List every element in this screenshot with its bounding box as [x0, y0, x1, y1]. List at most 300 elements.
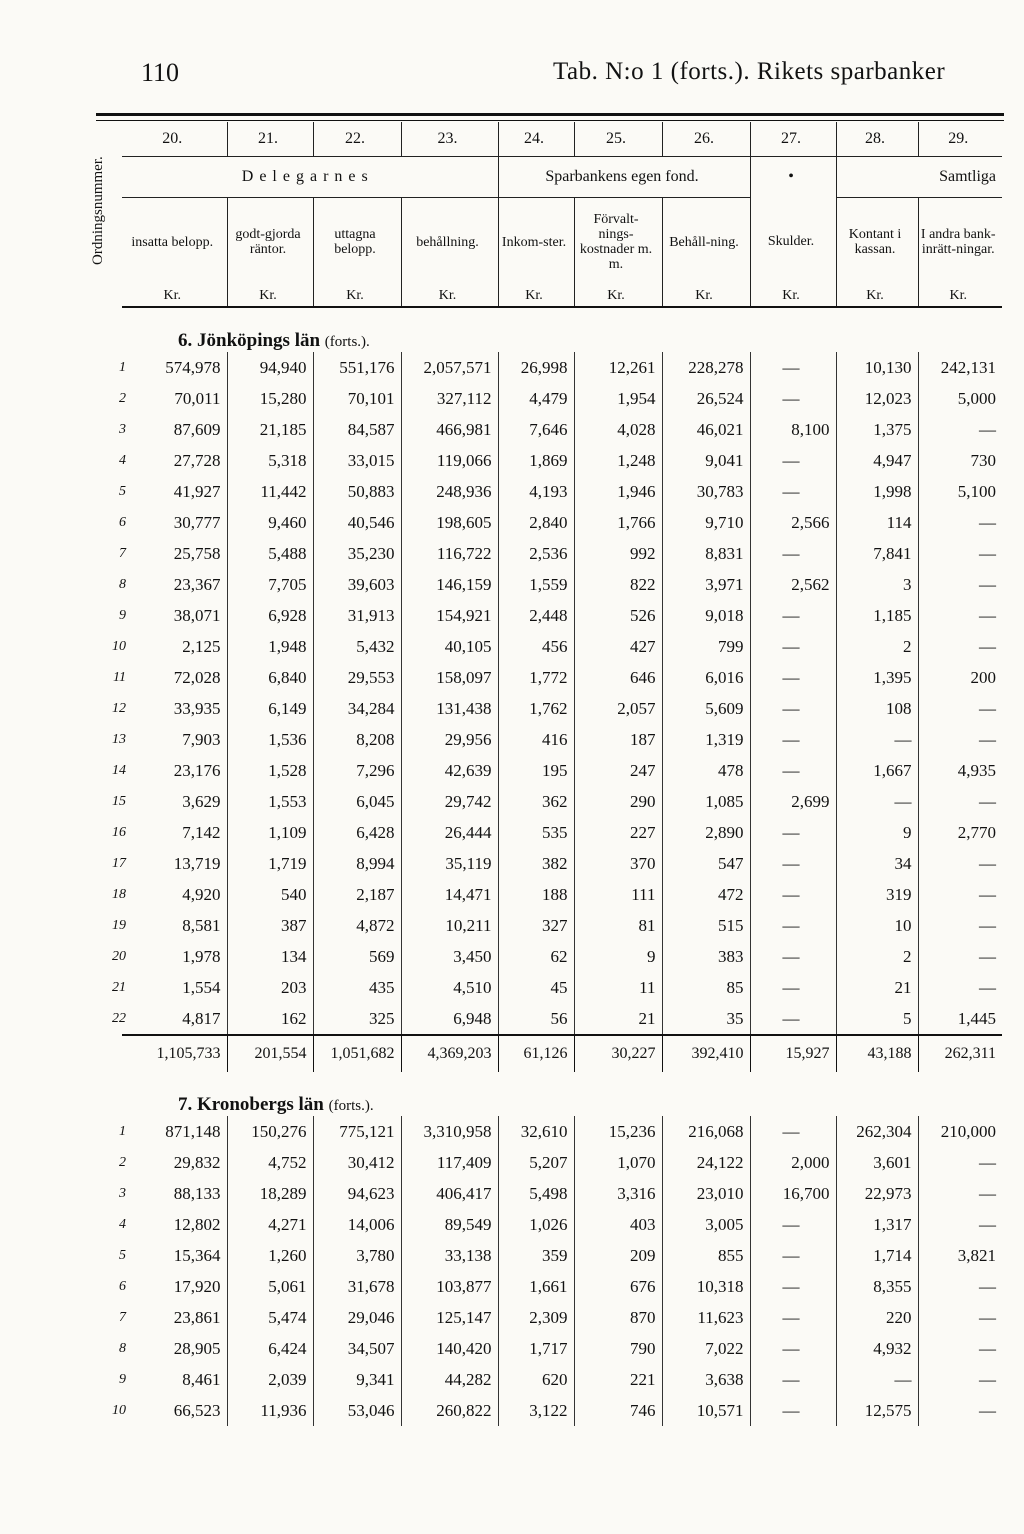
- table-cell: 1,954: [574, 383, 662, 414]
- section-name: Kronobergs län: [197, 1094, 324, 1115]
- table-cell: 34,507: [313, 1333, 401, 1364]
- total-cell: 262,311: [918, 1035, 1002, 1072]
- table-cell: 116,722: [401, 538, 498, 569]
- column-unit-row: [122, 286, 1002, 307]
- col-label: Inkom-ster.: [498, 198, 574, 287]
- col-label: Förvalt-nings-kostnader m. m.: [574, 198, 662, 287]
- table-cell: 1,070: [574, 1147, 662, 1178]
- table-cell: 9: [574, 941, 662, 972]
- table-cell: —: [750, 538, 836, 569]
- row-number: 1: [119, 360, 126, 375]
- table-row: [122, 383, 1002, 414]
- table-cell: —: [979, 512, 996, 532]
- table-cell: 23,861: [122, 1302, 227, 1333]
- table-cell: 1,978: [122, 941, 227, 972]
- table-cell: 427: [574, 631, 662, 662]
- table-cell: 3,629: [122, 786, 227, 817]
- column-group-row: [122, 157, 1002, 198]
- total-cell: 43,188: [836, 1035, 918, 1072]
- table-cell: 125,147: [401, 1302, 498, 1333]
- table-cell: 1,762: [498, 693, 574, 724]
- table-cell: 8,355: [836, 1271, 918, 1302]
- table-cell: 1,719: [227, 848, 313, 879]
- table-cell: —: [979, 605, 996, 625]
- table-cell: —: [750, 724, 836, 755]
- row-number: 10: [112, 639, 126, 654]
- table-cell: 1,185: [836, 600, 918, 631]
- row-number: 6: [119, 1279, 126, 1294]
- table-cell: 203: [227, 972, 313, 1003]
- table-cell: 8,461: [122, 1364, 227, 1395]
- table-cell: 154,921: [401, 600, 498, 631]
- table-cell: —: [750, 1209, 836, 1240]
- table-cell: 4,479: [498, 383, 574, 414]
- table-cell: 4,028: [574, 414, 662, 445]
- table-row: [122, 507, 1002, 538]
- row-number: 6: [119, 515, 126, 530]
- table-cell: 200: [970, 667, 996, 687]
- table-cell: 5,207: [498, 1147, 574, 1178]
- table-row: [122, 1209, 1002, 1240]
- table-cell: 28,905: [122, 1333, 227, 1364]
- table-cell: 44,282: [401, 1364, 498, 1395]
- table-cell: 3,601: [836, 1147, 918, 1178]
- table-cell: 134: [227, 941, 313, 972]
- table-cell: 85: [662, 972, 750, 1003]
- row-number: 3: [119, 422, 126, 437]
- table-cell: 35: [662, 1003, 750, 1035]
- table-row: [122, 724, 1002, 755]
- table-cell: 1,536: [227, 724, 313, 755]
- table-cell: 10,318: [662, 1271, 750, 1302]
- table-cell: 370: [574, 848, 662, 879]
- table-cell: 456: [498, 631, 574, 662]
- table-cell: 22,973: [836, 1178, 918, 1209]
- table-cell: 4,271: [227, 1209, 313, 1240]
- table-cell: 11,623: [662, 1302, 750, 1333]
- table-cell: 187: [574, 724, 662, 755]
- table-row: [122, 662, 1002, 693]
- table-cell: —: [979, 791, 996, 811]
- table-cell: —: [750, 631, 836, 662]
- table-cell: 1,667: [836, 755, 918, 786]
- table-cell: 84,587: [313, 414, 401, 445]
- header-rule: [96, 113, 1004, 116]
- table-row: [122, 1178, 1002, 1209]
- table-cell: —: [979, 977, 996, 997]
- col-unit: Kr.: [750, 286, 836, 307]
- table-row: [122, 631, 1002, 662]
- sparbanker-table: [122, 122, 1002, 1426]
- table-cell: 56: [498, 1003, 574, 1035]
- table-cell: 5,488: [227, 538, 313, 569]
- table-cell: 3,821: [957, 1245, 996, 1265]
- table-cell: 547: [662, 848, 750, 879]
- table-cell: 30,412: [313, 1147, 401, 1178]
- col-unit: Kr.: [498, 286, 574, 307]
- table-cell: 146,159: [401, 569, 498, 600]
- table-cell: 870: [574, 1302, 662, 1333]
- table-cell: 14,471: [401, 879, 498, 910]
- col-number: 23.: [401, 122, 498, 157]
- col-number: 29.: [918, 122, 1002, 157]
- table-cell: 5: [836, 1003, 918, 1035]
- table-cell: 746: [574, 1395, 662, 1426]
- table-cell: 1,766: [574, 507, 662, 538]
- table-cell: 2,309: [498, 1302, 574, 1333]
- table-cell: 2,000: [750, 1147, 836, 1178]
- section-suffix: (forts.).: [328, 1098, 374, 1114]
- table-row: [122, 879, 1002, 910]
- table-row: [122, 755, 1002, 786]
- section-number: 7.: [178, 1094, 193, 1115]
- page-number: 110: [141, 58, 180, 87]
- total-cell: 392,410: [662, 1035, 750, 1072]
- table-cell: 66,523: [122, 1395, 227, 1426]
- table-cell: 39,603: [313, 569, 401, 600]
- table-cell: 9: [836, 817, 918, 848]
- table-cell: 4,817: [122, 1003, 227, 1035]
- table-cell: 62: [498, 941, 574, 972]
- table-row: [122, 786, 1002, 817]
- table-cell: 35,230: [313, 538, 401, 569]
- table-cell: —: [750, 445, 836, 476]
- table-cell: 24,122: [662, 1147, 750, 1178]
- row-number: 15: [112, 794, 126, 809]
- table-cell: 5,318: [227, 445, 313, 476]
- table-cell: 8,208: [313, 724, 401, 755]
- table-cell: 53,046: [313, 1395, 401, 1426]
- table-cell: 6,948: [401, 1003, 498, 1035]
- table-cell: 855: [662, 1240, 750, 1271]
- table-cell: 35,119: [401, 848, 498, 879]
- table-cell: —: [979, 946, 996, 966]
- col-label: uttagna belopp.: [313, 198, 401, 287]
- table-cell: 221: [574, 1364, 662, 1395]
- table-cell: 242,131: [940, 357, 996, 377]
- table-cell: 2,562: [750, 569, 836, 600]
- row-number: 13: [112, 732, 126, 747]
- table-row: [122, 1395, 1002, 1426]
- table-cell: 2,039: [227, 1364, 313, 1395]
- table-cell: 188: [498, 879, 574, 910]
- table-cell: —: [979, 636, 996, 656]
- table-cell: 33,138: [401, 1240, 498, 1271]
- table-cell: 1,869: [498, 445, 574, 476]
- table-cell: 551,176: [313, 352, 401, 383]
- table-cell: 2,699: [750, 786, 836, 817]
- row-number: 2: [119, 1155, 126, 1170]
- table-cell: 1,661: [498, 1271, 574, 1302]
- table-cell: —: [979, 1152, 996, 1172]
- table-cell: —: [750, 600, 836, 631]
- table-cell: 646: [574, 662, 662, 693]
- table-cell: 150,276: [227, 1116, 313, 1147]
- table-cell: 70,011: [122, 383, 227, 414]
- table-cell: 9,341: [313, 1364, 401, 1395]
- row-number: 22: [112, 1011, 126, 1026]
- table-cell: —: [979, 915, 996, 935]
- table-cell: 387: [227, 910, 313, 941]
- table-cell: 94,623: [313, 1178, 401, 1209]
- table-cell: 416: [498, 724, 574, 755]
- col-unit: Kr.: [227, 286, 313, 307]
- row-number: 18: [112, 887, 126, 902]
- table-cell: —: [750, 879, 836, 910]
- row-number: 4: [119, 1217, 126, 1232]
- col-number: 20.: [122, 122, 227, 157]
- total-cell: 30,227: [574, 1035, 662, 1072]
- table-cell: 383: [662, 941, 750, 972]
- table-row: [122, 972, 1002, 1003]
- table-cell: 195: [498, 755, 574, 786]
- table-cell: 1,946: [574, 476, 662, 507]
- table-cell: 9,710: [662, 507, 750, 538]
- table-cell: 5,432: [313, 631, 401, 662]
- row-number: 19: [112, 918, 126, 933]
- table-cell: 3,310,958: [401, 1116, 498, 1147]
- table-cell: 70,101: [313, 383, 401, 414]
- table-cell: 12,261: [574, 352, 662, 383]
- section-name: Jönköpings län: [197, 330, 321, 351]
- table-cell: 248,936: [401, 476, 498, 507]
- table-cell: 1,948: [227, 631, 313, 662]
- table-cell: 6,428: [313, 817, 401, 848]
- table-row: [122, 1333, 1002, 1364]
- table-cell: 10: [836, 910, 918, 941]
- table-cell: 5,609: [662, 693, 750, 724]
- table-cell: 1,085: [662, 786, 750, 817]
- table-cell: 5,474: [227, 1302, 313, 1333]
- table-cell: 8,994: [313, 848, 401, 879]
- table-cell: 30,777: [122, 507, 227, 538]
- col-label: behållning.: [401, 198, 498, 287]
- table-cell: 1,714: [836, 1240, 918, 1271]
- table-cell: 11,936: [227, 1395, 313, 1426]
- table-cell: 162: [227, 1003, 313, 1035]
- table-cell: 540: [227, 879, 313, 910]
- table-cell: —: [979, 698, 996, 718]
- table-cell: 9,018: [662, 600, 750, 631]
- row-number: 1: [119, 1124, 126, 1139]
- table-cell: —: [750, 693, 836, 724]
- table-cell: 2: [836, 941, 918, 972]
- table-cell: 46,021: [662, 414, 750, 445]
- table-cell: 94,940: [227, 352, 313, 383]
- table-cell: 1,528: [227, 755, 313, 786]
- header-rule-thin: [96, 120, 1004, 121]
- col-label: Kontant i kassan.: [836, 198, 918, 287]
- table-cell: 435: [313, 972, 401, 1003]
- table-cell: 227: [574, 817, 662, 848]
- col-number: 22.: [313, 122, 401, 157]
- table-cell: —: [750, 1271, 836, 1302]
- table-cell: 12,575: [836, 1395, 918, 1426]
- table-row: [122, 910, 1002, 941]
- table-cell: 574,978: [122, 352, 227, 383]
- table-cell: 23,367: [122, 569, 227, 600]
- table-cell: 472: [662, 879, 750, 910]
- table-cell: 23,010: [662, 1178, 750, 1209]
- table-cell: —: [836, 724, 918, 755]
- table-cell: 29,046: [313, 1302, 401, 1333]
- table-cell: 11: [574, 972, 662, 1003]
- col-label: I andra bank-inrätt-ningar.: [920, 227, 996, 257]
- section-heading: [122, 307, 1002, 352]
- table-cell: 4,872: [313, 910, 401, 941]
- table-cell: 5,061: [227, 1271, 313, 1302]
- table-cell: 3,005: [662, 1209, 750, 1240]
- table-row: [122, 476, 1002, 507]
- table-cell: —: [750, 1003, 836, 1035]
- table-cell: 7,022: [662, 1333, 750, 1364]
- table-cell: —: [979, 1183, 996, 1203]
- table-cell: 5,100: [957, 481, 996, 501]
- table-cell: 1,260: [227, 1240, 313, 1271]
- row-number: 9: [119, 1372, 126, 1387]
- table-cell: 9,460: [227, 507, 313, 538]
- row-number: 7: [119, 546, 126, 561]
- row-number: 2: [119, 391, 126, 406]
- table-cell: 11,442: [227, 476, 313, 507]
- table-row: [122, 1302, 1002, 1333]
- table-cell: 21,185: [227, 414, 313, 445]
- table-cell: 676: [574, 1271, 662, 1302]
- table-cell: 50,883: [313, 476, 401, 507]
- table-cell: 1,026: [498, 1209, 574, 1240]
- table-cell: —: [750, 817, 836, 848]
- table-cell: 1,445: [957, 1008, 996, 1028]
- row-number: 14: [112, 763, 126, 778]
- col-number: 27.: [750, 122, 836, 157]
- table-cell: —: [979, 1338, 996, 1358]
- table-cell: 799: [662, 631, 750, 662]
- table-cell: 359: [498, 1240, 574, 1271]
- row-number: 20: [112, 949, 126, 964]
- table-cell: 34,284: [313, 693, 401, 724]
- col-number: 26.: [662, 122, 750, 157]
- table-cell: 382: [498, 848, 574, 879]
- table-cell: 117,409: [401, 1147, 498, 1178]
- table-cell: 2,840: [498, 507, 574, 538]
- row-number: 5: [119, 1248, 126, 1263]
- group-egen-fond: Sparbankens egen fond.: [498, 157, 750, 198]
- table-cell: 40,105: [401, 631, 498, 662]
- table-cell: 290: [574, 786, 662, 817]
- table-cell: 362: [498, 786, 574, 817]
- table-cell: 1,317: [836, 1209, 918, 1240]
- table-cell: 41,927: [122, 476, 227, 507]
- table-cell: 822: [574, 569, 662, 600]
- table-cell: 2,566: [750, 507, 836, 538]
- table-cell: 10,571: [662, 1395, 750, 1426]
- table-cell: 119,066: [401, 445, 498, 476]
- section-suffix: (forts.).: [324, 334, 370, 350]
- table-row: [122, 848, 1002, 879]
- table-cell: 260,822: [401, 1395, 498, 1426]
- table-cell: 2,057: [574, 693, 662, 724]
- table-cell: 42,639: [401, 755, 498, 786]
- total-cell: 1,105,733: [122, 1035, 227, 1072]
- table-cell: —: [979, 543, 996, 563]
- table-cell: 10,211: [401, 910, 498, 941]
- table-cell: 26,444: [401, 817, 498, 848]
- table-cell: —: [750, 352, 836, 383]
- row-number: 8: [119, 1341, 126, 1356]
- table-cell: —: [750, 1240, 836, 1271]
- total-cell: 61,126: [498, 1035, 574, 1072]
- table-cell: 140,420: [401, 1333, 498, 1364]
- table-row: [122, 693, 1002, 724]
- table-cell: 1,559: [498, 569, 574, 600]
- total-cell: 201,554: [227, 1035, 313, 1072]
- table-cell: 620: [498, 1364, 574, 1395]
- table-cell: 72,028: [122, 662, 227, 693]
- table-cell: —: [979, 1400, 996, 1420]
- table-cell: 8,581: [122, 910, 227, 941]
- table-cell: 216,068: [662, 1116, 750, 1147]
- table-cell: —: [750, 1395, 836, 1426]
- table-cell: —: [750, 941, 836, 972]
- table-cell: 89,549: [401, 1209, 498, 1240]
- table-cell: 31,913: [313, 600, 401, 631]
- table-cell: 31,678: [313, 1271, 401, 1302]
- table-cell: 16,700: [750, 1178, 836, 1209]
- table-cell: 3,122: [498, 1395, 574, 1426]
- table-cell: 81: [574, 910, 662, 941]
- col-number: 21.: [227, 122, 313, 157]
- table-cell: —: [750, 910, 836, 941]
- table-cell: 17,920: [122, 1271, 227, 1302]
- col-label: Skulder.: [750, 198, 836, 287]
- table-cell: 12,023: [836, 383, 918, 414]
- table-row: [122, 414, 1002, 445]
- totals-row: [122, 1035, 1002, 1072]
- table-cell: 535: [498, 817, 574, 848]
- total-cell: 1,051,682: [313, 1035, 401, 1072]
- table-cell: —: [750, 755, 836, 786]
- table-cell: 7,142: [122, 817, 227, 848]
- table-cell: —: [836, 786, 918, 817]
- section-number: 6.: [178, 330, 193, 351]
- table-cell: 18,289: [227, 1178, 313, 1209]
- table-cell: 4,947: [836, 445, 918, 476]
- table-cell: 7,705: [227, 569, 313, 600]
- row-number: 10: [112, 1403, 126, 1418]
- table-cell: —: [979, 729, 996, 749]
- col-number: 25.: [574, 122, 662, 157]
- table-cell: —: [979, 853, 996, 873]
- table-cell: 29,553: [313, 662, 401, 693]
- table-cell: 4,932: [836, 1333, 918, 1364]
- table-cell: 12,802: [122, 1209, 227, 1240]
- table-cell: 6,149: [227, 693, 313, 724]
- table-cell: 790: [574, 1333, 662, 1364]
- table-cell: 15,236: [574, 1116, 662, 1147]
- group-samtliga: Samtliga: [836, 157, 1002, 198]
- table-cell: 730: [970, 450, 996, 470]
- table-cell: 4,193: [498, 476, 574, 507]
- table-row: [122, 1147, 1002, 1178]
- table-cell: 26,998: [498, 352, 574, 383]
- table-cell: —: [750, 383, 836, 414]
- row-number: 5: [119, 484, 126, 499]
- table-cell: —: [979, 1369, 996, 1389]
- table-cell: 158,097: [401, 662, 498, 693]
- table-cell: 9,041: [662, 445, 750, 476]
- table-cell: 103,877: [401, 1271, 498, 1302]
- table-cell: 3,316: [574, 1178, 662, 1209]
